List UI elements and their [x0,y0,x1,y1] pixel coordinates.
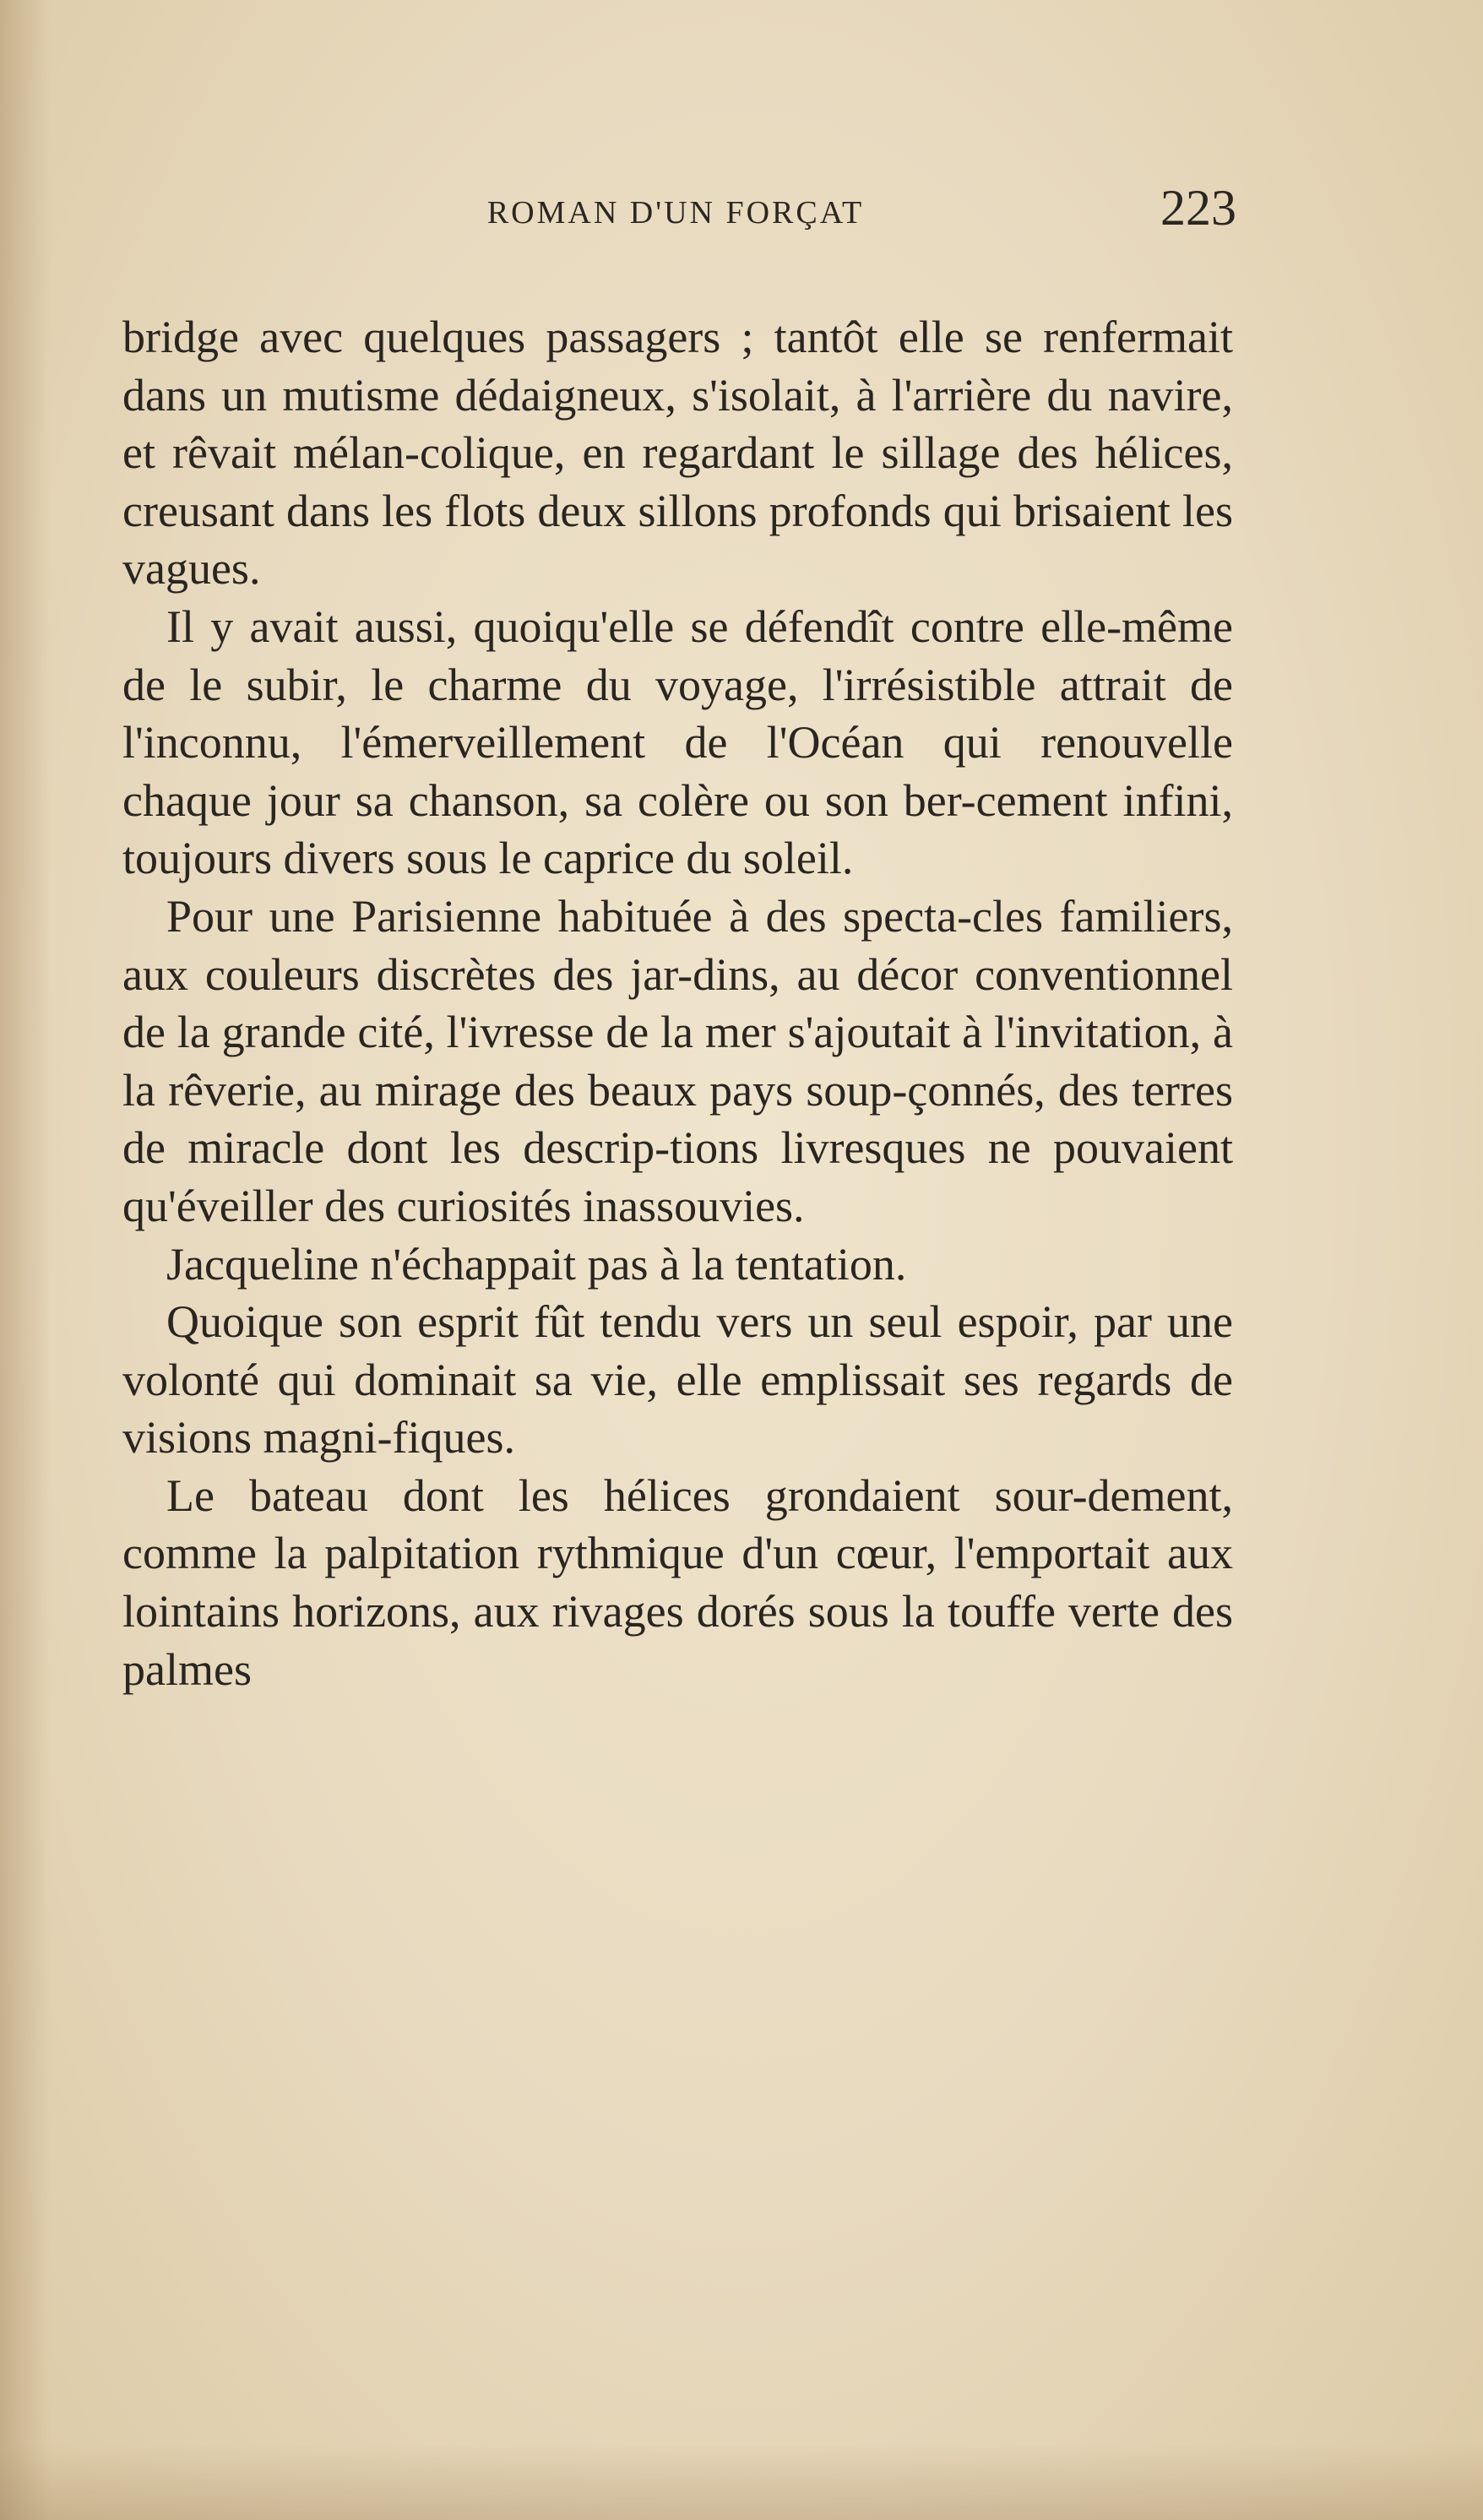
page-header [0,179,1483,238]
paragraph: Le bateau dont les hélices grondaient sour-dement, comme la palpitation rythmique d'un cœur, l'emportait aux lointains horizons, aux rivages dorés sous la touffe verte des palmes [122,1469,1233,1695]
paragraph: Quoique son esprit fût tendu vers un seul espoir, par une volonté qui dominait sa vie, elle emplissait ses regards de visions magni-fiques. [122,1296,1233,1464]
paragraph: bridge avec quelques passagers ; tantôt elle se renfermait dans un mutisme dédaigneux, s'isolait, à l'arrière du navire, et rêvait mélan-colique, en regardant le sillage des hélices, creusant dans les flots deux sillons profonds qui brisaient les vagues. [122,312,1233,595]
running-title: ROMAN D'UN FORÇAT [486,195,865,231]
page-number: 223 [1160,180,1236,236]
paragraph: Pour une Parisienne habituée à des specta-cles familiers, aux couleurs discrètes des jar-dins, au décor conventionnel de la grande cité, l'ivresse de la mer s'ajoutait à l'invitation, à la rêverie, au mirage des beaux pays soup-çonnés, des terres de miracle dont les descrip-tions livresques ne pouvaient qu'éveiller des curiosités inassouvies. [122,890,1233,1231]
body-text [122,308,1233,1698]
page-edge-shadow [0,0,51,2520]
paragraph: Il y avait aussi, quoiqu'elle se défendît contre elle-même de le subir, le charme du voyage, l'irrésistible attrait de l'inconnu, l'émerveillement de l'Océan qui renouvelle chaque jour sa chanson, sa colère ou son ber-cement infini, toujours divers sous le caprice du soleil. [122,600,1233,884]
page-bottom-shadow [0,2444,1483,2520]
paragraph: Jacqueline n'échappait pas à la tentation. [166,1238,907,1290]
